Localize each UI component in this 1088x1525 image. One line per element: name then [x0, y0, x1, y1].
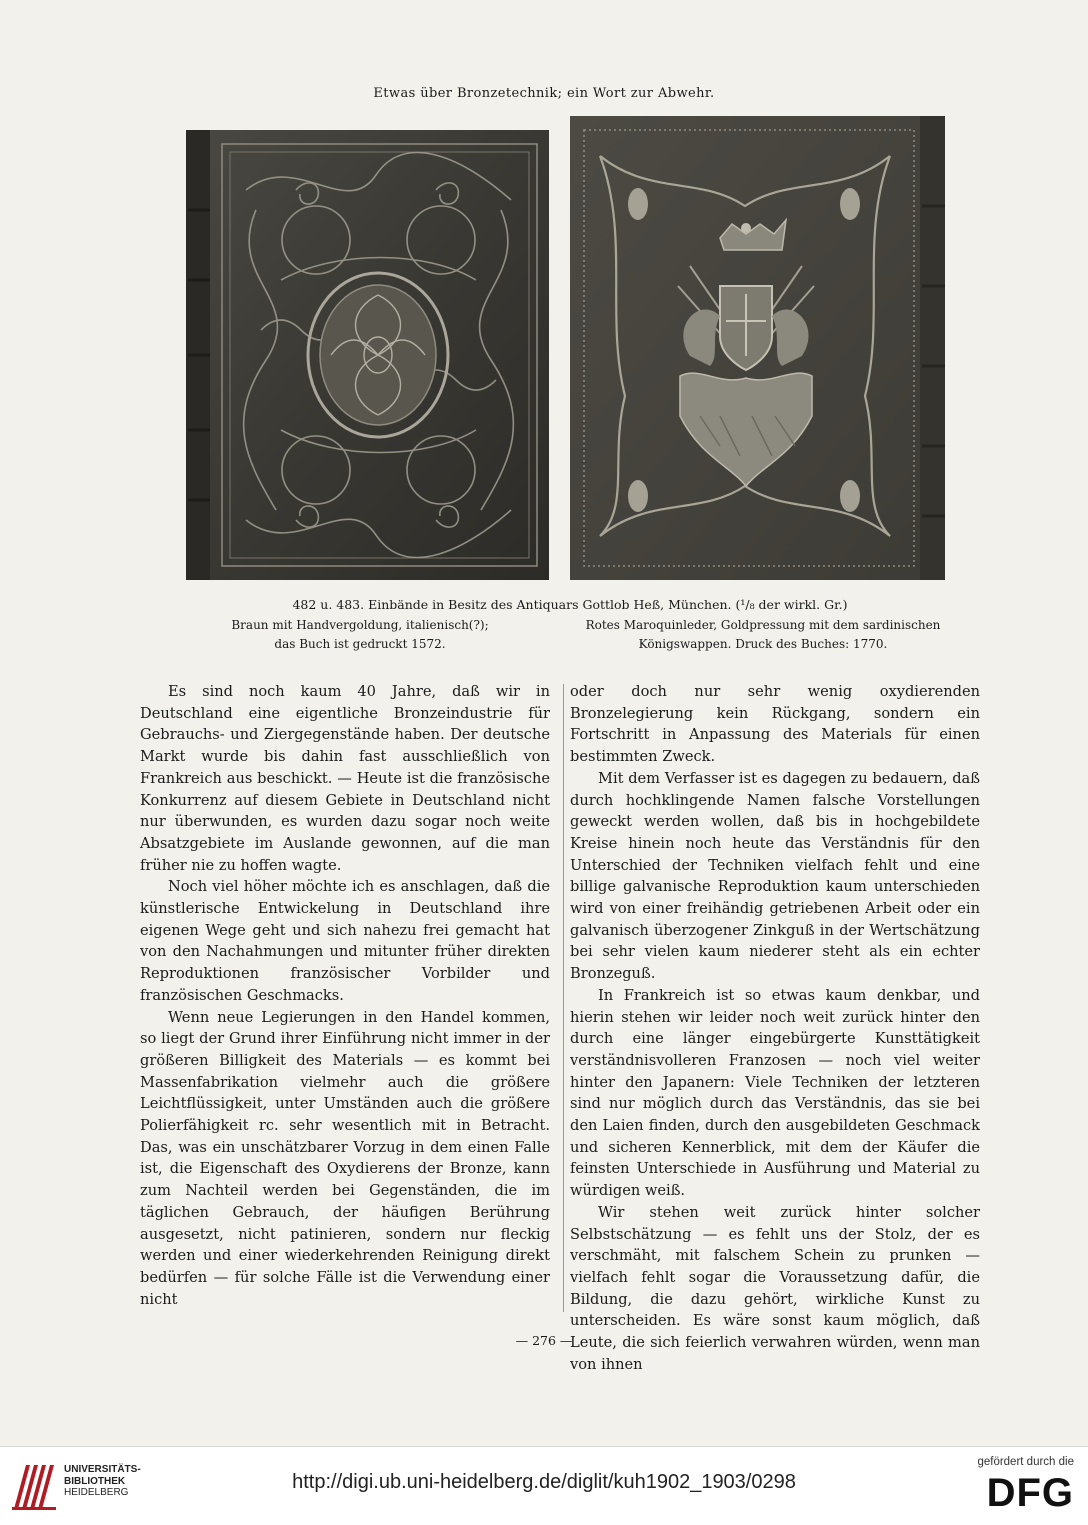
- library-name-line3: HEIDELBERG: [64, 1487, 129, 1498]
- caption-right: [568, 616, 958, 654]
- footer-bar: [0, 1446, 1088, 1525]
- library-name-line1: UNIVERSITÄTS-: [64, 1464, 141, 1475]
- text-column-left: [140, 681, 550, 1310]
- text-column-right: [570, 681, 980, 1376]
- book-cover-left-image: [186, 130, 549, 580]
- book-cover-right-image: [570, 116, 945, 580]
- book-cover-right-illustration: [570, 116, 945, 580]
- caption-right-line1: Rotes Maroquinleder, Goldpressung mit dem sardinischen: [585, 618, 941, 632]
- paragraph: Wir stehen weit zurück hinter solcher Selbstschätzung — es fehlt uns der Stolz, der es verschmäht, mit falschem Schein zu prunken — vielfach fehlt sogar die Voraussetzung dafür, die Bildung, die dazu gehört, wirkliche Kunst zu unterscheiden. Es wäre sonst kaum möglich, daß Leute, die sich feierlich verwahren würden, wenn man von ihnen: [570, 1203, 980, 1373]
- dfg-logo-text: DFG: [986, 1471, 1074, 1515]
- source-url-link[interactable]: http://digi.ub.uni-heidelberg.de/diglit/kuh1902_1903/0298: [292, 1471, 796, 1493]
- paragraph: Noch viel höher möchte ich es anschlagen, daß die künstlerische Entwickelung in Deutschland ihre eigenen Wege geht und sich nahezu frei gemacht hat von den Nachahmungen und mitunter früher direkten Reproduktionen französischer Vorbilder und französischen Geschmacks.: [140, 878, 550, 1004]
- paragraph: Mit dem Verfasser ist es dagegen zu bedauern, daß durch hochklingende Namen falsche Vorstellungen geweckt werden wollen, daß bis in hochgebildete Kreise hinein noch heute das Verständnis für den Unterschied der Techniken vielfach fehlt und eine billige galvanische Reproduktion kaum unterschieden wird von einer freihändig getriebenen Arbeit oder ein galvanisch überzogener Zinkguß in der Wertschätzung bei sehr vielen kaum niederer steht als ein echter Bronzeguß.: [570, 769, 980, 983]
- paragraph: Es sind noch kaum 40 Jahre, daß wir in Deutschland eine eigentliche Bronzeindustrie für Gebrauchs- und Ziergegenstände haben. Der deutsche Markt wurde bis dahin fast ausschließlich von Frankreich aus beschickt. — Heute ist die französische Konkurrenz auf diesem Gebiete in Deutschland nicht nur überwunden, es wurden dazu sogar noch weite Absatzgebiete im Auslande gewonnen, auf die man früher nie zu hoffen wagte.: [140, 683, 550, 874]
- paragraph: Wenn neue Legierungen in den Handel kommen, so liegt der Grund ihrer Einführung nicht immer in der größeren Billigkeit des Materials — es kommt bei Massenfabrikation vielmehr auch die größere Leichtflüssigkeit, unter Umständen auch die größere Polierfähigkeit rc. sehr wesentlich mit in Betracht. Das, was ein unschätzbarer Vorzug in dem einen Falle ist, die Eigenschaft des Oxydierens der Bronze, kann zum Nachteil werden bei Gegenständen, die im täglichen Gebrauch, der häufigen Berührung ausgesetzt, nicht patinieren, sondern nur fleckig werden und einer wiederkehrenden Reinigung direkt bedürfen — für solche Fälle ist die Verwendung einer nicht: [140, 1008, 550, 1308]
- caption-left: [190, 616, 530, 654]
- book-cover-left-illustration: [186, 130, 549, 580]
- paragraph: oder doch nur sehr wenig oxydierenden Bronzelegierung kein Rückgang, sondern ein Fortschritt in Anpassung des Materials für einen bestimmten Zweck.: [570, 683, 980, 766]
- page-number: — 276 —: [515, 1333, 573, 1348]
- caption-right-line2: Königswappen. Druck des Buches: 1770.: [638, 637, 888, 651]
- dfg-logo-icon[interactable]: [987, 1473, 1074, 1513]
- figure-caption: 482 u. 483. Einbände in Besitz des Antiquars Gottlob Heß, München. (¹/₈ der wirkl. Gr.): [292, 597, 848, 612]
- library-name-line2: BIBLIOTHEK: [64, 1475, 126, 1487]
- caption-left-line1: Braun mit Handvergoldung, italienisch(?);: [231, 618, 489, 632]
- paragraph: In Frankreich ist so etwas kaum denkbar, und hierin stehen wir leider noch weit zurück hinter den durch eine länger eingebürgerte Kunsttätigkeit verständnisvolleren Franzosen — noch viel weiter hinter den Japanern: Viele Techniken der letzteren sind nur möglich durch das Verständnis, das sie bei den Laien finden, durch den ausgebildeten Geschmack und sicheren Kennerblick, mit dem der Käufer die feinsten Unterschiede in Ausführung und Material zu würdigen weiß.: [570, 986, 980, 1200]
- funding-claim: gefördert durch die: [977, 1456, 1074, 1468]
- caption-left-line2: das Buch ist gedruckt 1572.: [274, 637, 446, 651]
- column-divider: [563, 684, 564, 1312]
- running-title: Etwas über Bronzetechnik; ein Wort zur Abwehr.: [373, 86, 715, 101]
